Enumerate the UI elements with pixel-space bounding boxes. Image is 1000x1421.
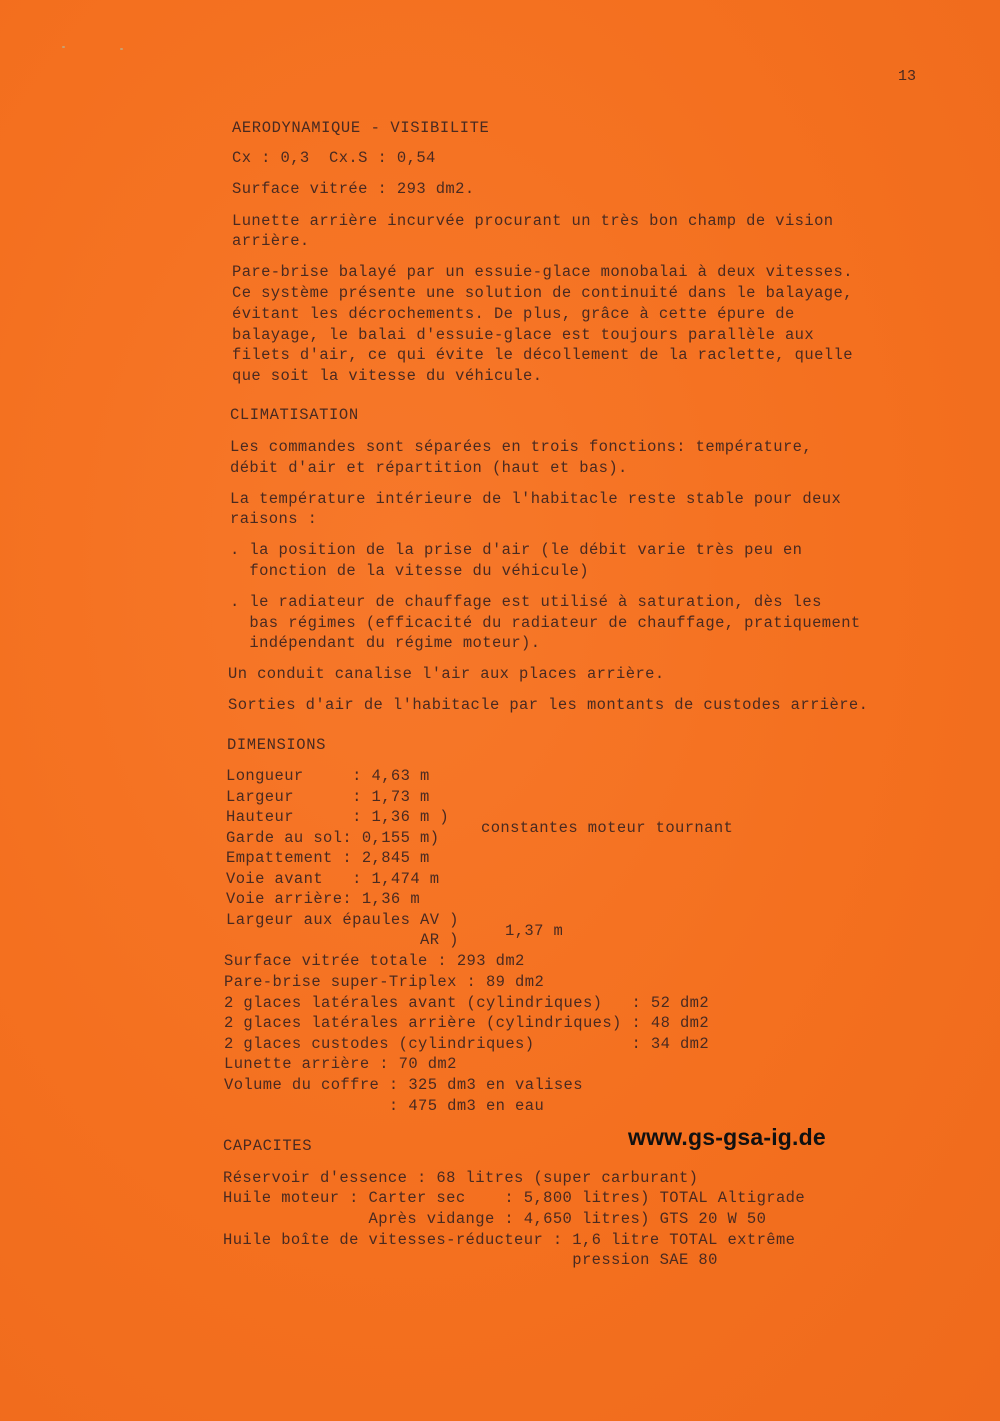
- parebrise-line: filets d'air, ce qui évite le décollement de la raclette, quelle: [232, 346, 853, 364]
- dimension-row: 2 glaces custodes (cylindriques) : 34 dm2: [224, 1035, 710, 1053]
- parebrise-line: que soit la vitesse du véhicule.: [232, 367, 543, 385]
- bullet-item: . la position de la prise d'air (le débit varie très peu en: [230, 541, 803, 559]
- paper-speck: [62, 46, 65, 48]
- dimension-row: 2 glaces latérales arrière (cylindriques) : 48 dm2: [224, 1014, 710, 1032]
- section-heading-dimensions: DIMENSIONS: [227, 736, 327, 754]
- dimension-row: Pare-brise super-Triplex : 89 dm2: [224, 973, 545, 991]
- epaules-value: 1,37 m: [505, 922, 564, 940]
- dimension-row: 2 glaces latérales avant (cylindriques) : 52 dm2: [224, 994, 710, 1012]
- capacity-row: Huile boîte de vitesses-réducteur : 1,6 litre TOTAL extrême: [223, 1231, 796, 1249]
- page-number: 13: [898, 68, 917, 85]
- bullet-item: fonction de la vitesse du véhicule): [230, 562, 589, 580]
- dimension-row: Voie avant : 1,474 m: [226, 870, 440, 888]
- dimension-row: Voie arrière: 1,36 m: [226, 890, 421, 908]
- surface-vitree: Surface vitrée : 293 dm2.: [232, 180, 475, 198]
- cx-values: Cx : 0,3 Cx.S : 0,54: [232, 149, 436, 167]
- parebrise-line: Ce système présente une solution de continuité dans le balayage,: [232, 284, 853, 302]
- temperature-line: La température intérieure de l'habitacle reste stable pour deux: [230, 490, 842, 508]
- commandes-line: Les commandes sont séparées en trois fonctions: température,: [230, 438, 813, 456]
- parebrise-line: Pare-brise balayé par un essuie-glace monobalai à deux vitesses.: [232, 263, 853, 281]
- dimension-row: Hauteur : 1,36 m ): [226, 808, 450, 826]
- conduit-line: Un conduit canalise l'air aux places arrière.: [228, 665, 665, 683]
- dimension-row: Surface vitrée totale : 293 dm2: [224, 952, 525, 970]
- capacity-row: Après vidange : 4,650 litres) GTS 20 W 50: [223, 1210, 767, 1228]
- commandes-line: débit d'air et répartition (haut et bas).: [230, 459, 628, 477]
- constantes-note: constantes moteur tournant: [481, 819, 734, 837]
- bullet-item: . le radiateur de chauffage est utilisé à saturation, dès les: [230, 593, 822, 611]
- capacity-row: pression SAE 80: [223, 1251, 718, 1269]
- paper-speck: [120, 48, 123, 50]
- parebrise-line: balayage, le balai d'essuie-glace est toujours parallèle aux: [232, 326, 815, 344]
- dimension-row: Lunette arrière : 70 dm2: [224, 1055, 457, 1073]
- lunette-line: Lunette arrière incurvée procurant un très bon champ de vision: [232, 212, 834, 230]
- bullet-item: bas régimes (efficacité du radiateur de chauffage, pratiquement: [230, 614, 861, 632]
- dimension-row: Largeur aux épaules AV ): [226, 911, 459, 929]
- section-heading-aero: AERODYNAMIQUE - VISIBILITE: [232, 119, 490, 137]
- temperature-line: raisons :: [230, 510, 318, 528]
- capacity-row: Huile moteur : Carter sec : 5,800 litres) TOTAL Altigrade: [223, 1189, 806, 1207]
- sorties-line: Sorties d'air de l'habitacle par les montants de custodes arrière.: [228, 696, 869, 714]
- dimension-row: AR ): [226, 931, 459, 949]
- dimension-row: Volume du coffre : 325 dm3 en valises: [224, 1076, 583, 1094]
- dimension-row: Largeur : 1,73 m: [226, 788, 430, 806]
- section-heading-clim: CLIMATISATION: [230, 406, 359, 424]
- dimension-row: Garde au sol: 0,155 m): [226, 829, 440, 847]
- bullet-item: indépendant du régime moteur).: [230, 634, 541, 652]
- watermark-url: www.gs-gsa-ig.de: [628, 1124, 826, 1150]
- dimension-row: : 475 dm3 en eau: [224, 1097, 545, 1115]
- capacity-row: Réservoir d'essence : 68 litres (super carburant): [223, 1169, 699, 1187]
- section-heading-capacites: CAPACITES: [223, 1137, 313, 1155]
- dimension-row: Longueur : 4,63 m: [226, 767, 430, 785]
- lunette-line: arrière.: [232, 232, 310, 250]
- parebrise-line: évitant les décrochements. De plus, grâce à cette épure de: [232, 305, 795, 323]
- dimension-row: Empattement : 2,845 m: [226, 849, 430, 867]
